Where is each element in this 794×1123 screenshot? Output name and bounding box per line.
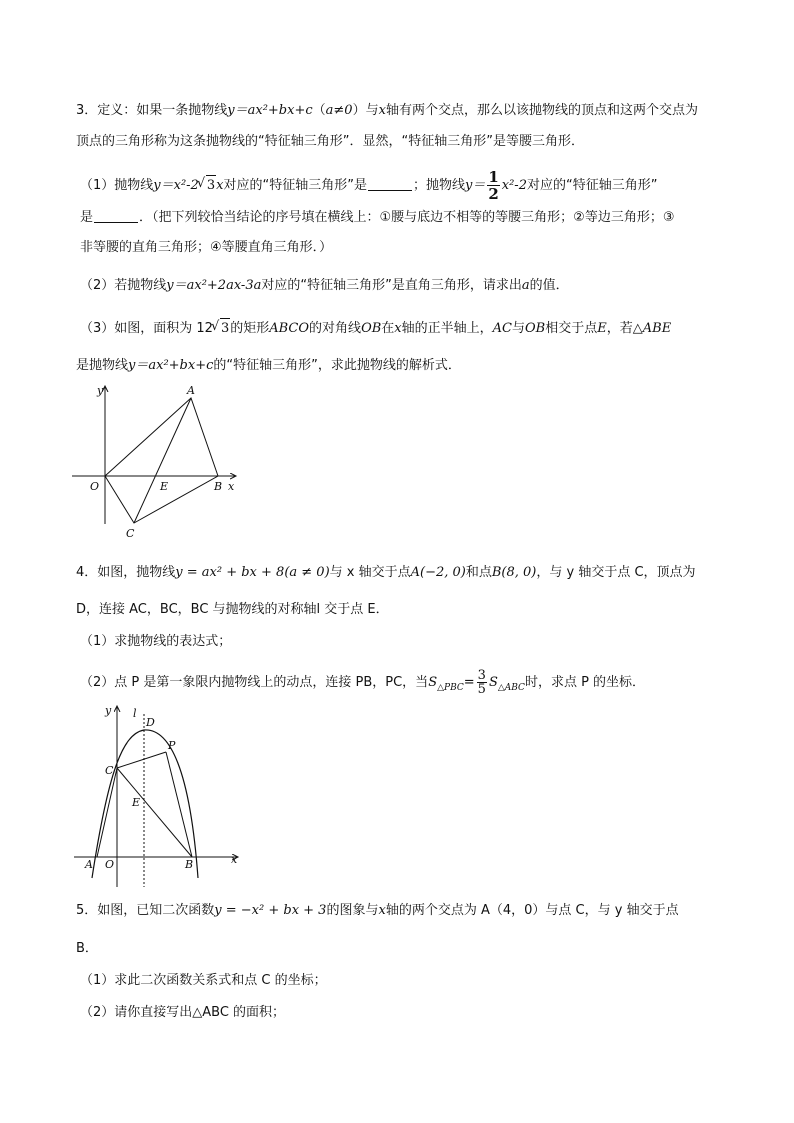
fig-label-e: E (132, 796, 141, 809)
fig-label-l: l (133, 707, 137, 720)
q3-part3-line2 (76, 356, 461, 376)
q3-p3-text: 相交于点 (545, 321, 598, 336)
q4-p2-s2: S (488, 675, 498, 690)
q3-p1-equation2-rest: x²-2 (501, 178, 527, 193)
fig-label-a: A (187, 384, 195, 397)
answer-blank-2[interactable] (94, 208, 138, 223)
q4-point-b: B(8, 0) (491, 565, 537, 580)
fig-label-x: x (231, 853, 238, 866)
q5-line2: B． (76, 941, 98, 956)
q3-p1-text: 是 (80, 210, 94, 225)
q4-point-a: A(−2, 0) (410, 565, 466, 580)
q4-p2-equals: = (463, 675, 475, 690)
q4-text: 和点 (465, 565, 492, 580)
q3-p1-text: 对应的“特征轴三角形” (526, 178, 658, 193)
q3-intro-equation: y＝ax²+bx+c (227, 103, 313, 118)
q3-intro-x: x (378, 103, 386, 118)
q4-text: ，与 y 轴交于点 C，顶点为 (536, 565, 696, 580)
q3-p2-equation: y＝ax²+2ax-3a (166, 278, 262, 293)
q4-equation: y = ax² + bx + 8(a ≠ 0) (175, 565, 330, 580)
q4-p2-s1: S (428, 675, 438, 690)
fig-label-o: O (90, 480, 100, 493)
q3-p3-text: （3）如图，面积为 12 (80, 321, 213, 336)
fig-label-a: A (85, 858, 93, 871)
fig-label-c: C (105, 764, 114, 777)
q4-line2: D，连接 AC，BC，BC 与抛物线的对称轴l 交于点 E． (76, 602, 389, 617)
q3-p3-ob: OB (361, 321, 382, 336)
q3-p1-equation1: y＝x²-2 (153, 178, 199, 193)
fig-label-o: O (105, 858, 115, 871)
q3-p1-text: ；抛物线 (412, 178, 465, 193)
fig-label-x: x (228, 480, 235, 493)
fig-label-b: B (214, 480, 223, 493)
q3-p3-abe: ABE (642, 321, 672, 336)
fraction: $\frac{3}{5}$ (477, 668, 486, 697)
fraction: $\frac{1}{2}$ (488, 168, 499, 203)
q4-text: 与 x 轴交于点 (329, 565, 411, 580)
q3-p1-equation1-x: x (216, 178, 224, 193)
q5-x: x (378, 903, 386, 918)
q4-p2-text: （2）点 P 是第一象限内抛物线上的动点，连接 PB，PC，当 (80, 675, 429, 690)
q5-text: 5．如图，已知二次函数 (76, 903, 215, 918)
fig-label-y: y (105, 704, 112, 717)
q5-text: 的图象与 (326, 903, 379, 918)
q3-intro-text: 轴有两个交点，那么以该抛物线的顶点和这两个交点为 (385, 103, 698, 118)
q3-intro-text: 3．定义：如果一条抛物线 (76, 103, 228, 118)
fig-label-c: C (126, 527, 135, 540)
q3-p3-e-point: E (597, 321, 607, 336)
fig-label-d: D (146, 716, 155, 729)
q3-p1-text: （1）抛物线 (80, 178, 154, 193)
q3-part2 (80, 276, 569, 296)
q5-text: 轴的两个交点为 A（4，0）与点 C，与 y 轴交于点 (385, 903, 679, 918)
q5-part1: （1）求此二次函数关系式和点 C 的坐标； (80, 973, 327, 988)
segment-ac (97, 768, 117, 857)
q3-intro-line1 (76, 101, 698, 121)
q4-part2 (80, 669, 645, 698)
diagonal-ac (134, 398, 191, 523)
q3-p2-text: （2）若抛物线 (80, 278, 167, 293)
q3-p3-text: ，若△ (606, 321, 643, 336)
q5-part2: （2）请你直接写出△ABC 的面积； (80, 1005, 286, 1020)
q3-p3-abco: ABCO (269, 321, 310, 336)
q3-part1-line1 (80, 169, 657, 202)
q4-p2-s2-sub: △ABC (497, 683, 525, 693)
q3-p3-text: 在 (381, 321, 395, 336)
q5-equation: y = −x² + bx + 3 (214, 903, 327, 918)
q3-part3-line1 (80, 318, 671, 339)
answer-blank-1[interactable] (368, 176, 412, 191)
fig-label-y: y (97, 384, 104, 397)
q3-p2-var-a: a (521, 278, 530, 293)
fig-label-p: P (168, 739, 176, 752)
segment-pc (117, 752, 166, 768)
q3-p1-equation2: y＝ (464, 178, 486, 193)
q3-p3-equation: y＝ax²+bx+c (128, 358, 214, 373)
q4-p2-text: 时，求点 P 的坐标． (524, 675, 646, 690)
q3-part1-line2 (80, 208, 674, 228)
q3-p3-ob2: OB (525, 321, 546, 336)
fig-label-e: E (160, 480, 169, 493)
sqrt-symbol: √ 3 (206, 175, 216, 196)
q5-line1 (76, 901, 679, 921)
q3-p3-text: 的“特征轴三角形”，求此抛物线的解析式． (213, 358, 461, 373)
q4-p2-s1-sub: △PBC (437, 683, 464, 693)
q4-figure (72, 700, 252, 890)
q4-line1 (76, 563, 696, 583)
fig-label-b: B (185, 858, 194, 871)
q3-intro-text: （ (312, 103, 326, 118)
q3-p3-text: 与 (512, 321, 526, 336)
q3-p1-text: 对应的“特征轴三角形”是 (223, 178, 367, 193)
parabola (92, 730, 198, 878)
q3-intro-text: ）与 (352, 103, 379, 118)
q3-p2-text: 的值． (529, 278, 569, 293)
q3-p3-text: 的对角线 (309, 321, 362, 336)
q3-p1-text: ．（把下列较恰当结论的序号填在横线上：①腰与底边不相等的等腰三角形；②等边三角形；③ (139, 210, 675, 225)
q3-intro-line2: 顶点的三角形称为这条抛物线的“特征轴三角形”．显然，“特征轴三角形”是等腰三角形． (76, 134, 584, 149)
q4-text: 4．如图，抛物线 (76, 565, 176, 580)
q3-p3-text: 的矩形 (230, 321, 270, 336)
q3-p3-text: 轴的正半轴上， (401, 321, 493, 336)
q3-p2-text: 对应的“特征轴三角形”是直角三角形，请求出 (261, 278, 522, 293)
q3-part1-line3: 非等腰的直角三角形；④等腰直角三角形．） (80, 240, 333, 255)
q4-part1: （1）求抛物线的表达式； (80, 634, 232, 649)
q3-p3-text: 是抛物线 (76, 358, 129, 373)
rectangle-abco (105, 398, 218, 523)
q3-intro-condition: a≠0 (325, 103, 353, 118)
q3-p3-x: x (394, 321, 402, 336)
sqrt-symbol: √ 3 (220, 318, 230, 339)
q3-figure (64, 380, 254, 545)
q3-p3-ac: AC (492, 321, 512, 336)
